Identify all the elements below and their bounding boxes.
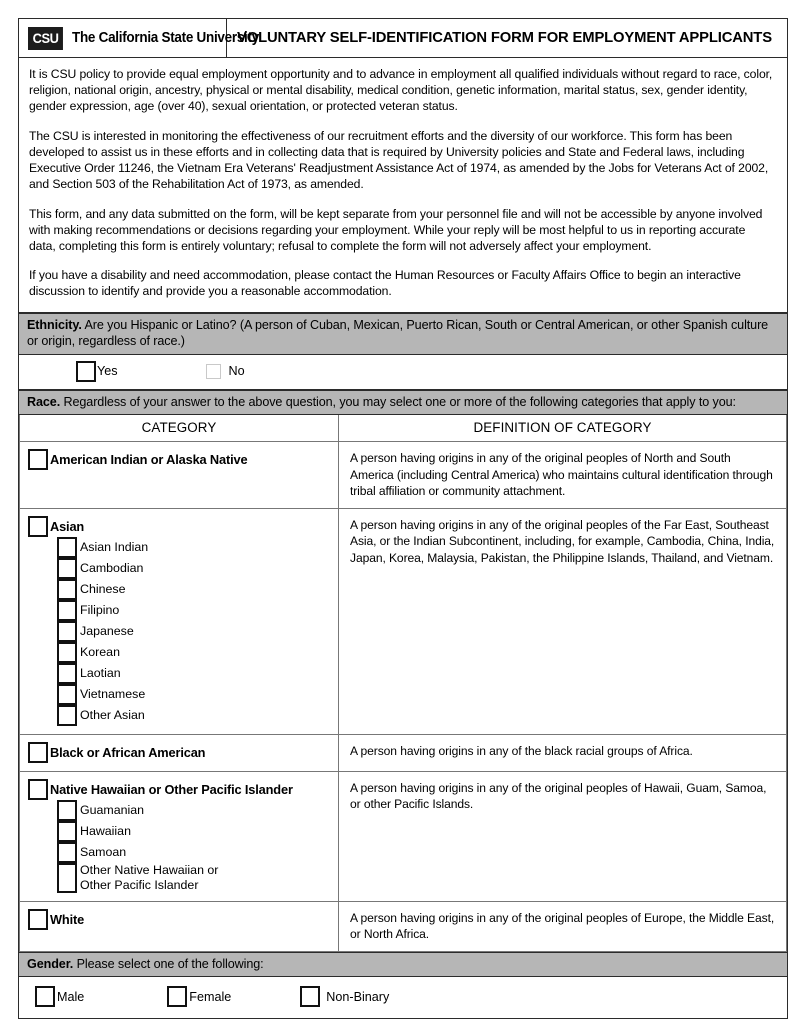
category-option[interactable]: [28, 449, 338, 470]
ethnicity-option-label: Yes: [97, 364, 118, 379]
subcategory-option[interactable]: [57, 537, 338, 558]
checkbox-other-native-hawaiian-or-other-pacific-islander[interactable]: [57, 863, 77, 893]
subcategory-label: Korean: [80, 645, 120, 660]
table-row: [20, 771, 787, 901]
definition-cell: A person having origins in any of the black racial groups of Africa.: [339, 734, 787, 771]
category-label: Black or African American: [50, 744, 206, 760]
subcategory-label: Other Asian: [80, 708, 145, 723]
subcategory-label: Chinese: [80, 582, 126, 597]
subcategory-option[interactable]: [57, 705, 338, 726]
subcategory-label-group: [80, 863, 218, 893]
intro-paragraph: It is CSU policy to provide equal employment opportunity and to advance in employment all qualified individuals without regard to race, color, religion, national origin, ancestry, physical or mental disability, medical condition, genetic information, marital status, sex, gender identity, gender expression, age (over 40), sexual orientation, or protected veteran status.: [29, 67, 773, 114]
subcategory-label: Filipino: [80, 603, 120, 618]
subcategory-label: Samoan: [80, 845, 127, 860]
category-option[interactable]: [28, 742, 338, 763]
brand-name: The California State University: [72, 30, 260, 46]
column-header-definition: DEFINITION OF CATEGORY: [339, 415, 787, 442]
race-heading: Race.: [27, 394, 61, 409]
category-cell: [20, 901, 339, 951]
checkbox-korean[interactable]: [57, 642, 77, 663]
gender-option-non-binary[interactable]: [300, 986, 389, 1007]
form-header: [19, 19, 787, 58]
checkbox-yes[interactable]: [76, 361, 96, 382]
gender-option-label: Non-Binary: [326, 989, 390, 1004]
intro-paragraph: The CSU is interested in monitoring the effectiveness of our recruitment efforts and the diversity of our workforce. This form has been developed to assist us in these efforts and in collecting data that is required by University policies and State and Federal laws, including Executive Order 11246, the Vietnam Era Veterans' Readjustment Assistance Act of 1974, as amended by the Jobs for Veterans Act of 2002, and Section 503 of the Rehabilitation Act of 1973, as amended.: [29, 128, 769, 192]
ethnicity-option-label: No: [228, 364, 245, 379]
subcategory-label-line1: Other Native Hawaiian or: [80, 862, 219, 877]
category-cell: [20, 508, 339, 734]
subcategory-option[interactable]: [57, 821, 338, 842]
subcategory-label: Asian Indian: [80, 540, 149, 555]
category-cell: [20, 734, 339, 771]
page-title: VOLUNTARY SELF-IDENTIFICATION FORM FOR EMPLOYMENT APPLICANTS: [237, 30, 772, 46]
column-header-category: CATEGORY: [20, 415, 339, 442]
race-table: [19, 415, 787, 951]
subcategory-option[interactable]: [57, 800, 338, 821]
intro-section: [19, 58, 787, 313]
subcategory-label: Laotian: [80, 666, 121, 681]
csu-brand: [19, 19, 260, 57]
subcategory-option[interactable]: [57, 863, 338, 893]
race-instructions: Regardless of your answer to the above question, you may select one or more of the following categories that apply to you:: [60, 394, 736, 409]
gender-answers: [19, 977, 787, 1018]
table-row: [20, 508, 787, 734]
category-label: American Indian or Alaska Native: [50, 452, 248, 468]
checkbox-black-or-african-american[interactable]: [28, 742, 48, 763]
ethnicity-answers: [19, 355, 787, 390]
gender-heading: Gender.: [27, 956, 74, 971]
subcategory-label: Cambodian: [80, 561, 144, 576]
definition-cell: A person having origins in any of the original peoples of Hawaii, Guam, Samoa, or other Pacific Islands.: [339, 771, 787, 901]
subcategory-option[interactable]: [57, 558, 338, 579]
native-hawaiian-subcategories: [28, 800, 338, 893]
asian-subcategories: [28, 537, 338, 726]
checkbox-american-indian-or-alaska-native[interactable]: [28, 449, 48, 470]
definition-cell: A person having origins in any of the original peoples of North and South America (including Central America) who maintains cultural identification through tribal affiliation or community attachment.: [339, 442, 787, 508]
table-row: [20, 734, 787, 771]
table-row: [20, 901, 787, 951]
checkbox-asian[interactable]: [28, 516, 48, 537]
checkbox-hawaiian[interactable]: [57, 821, 77, 842]
gender-option-label: Female: [189, 989, 232, 1004]
ethnicity-option-yes[interactable]: [76, 361, 118, 382]
subcategory-option[interactable]: [57, 842, 338, 863]
category-cell: [20, 771, 339, 901]
ethnicity-option-no[interactable]: [206, 364, 245, 379]
intro-paragraph: If you have a disability and need accommodation, please contact the Human Resources or Faculty Affairs Office to begin an interactive discussion to identify and provide you a reasonable accommodation.: [29, 268, 741, 299]
gender-instructions: Please select one of the following:: [73, 956, 264, 971]
category-option[interactable]: [28, 516, 338, 537]
race-banner: [19, 390, 787, 416]
checkbox-guamanian[interactable]: [57, 800, 77, 821]
checkbox-japanese[interactable]: [57, 621, 77, 642]
subcategory-label: Guamanian: [80, 803, 145, 818]
checkbox-female[interactable]: [167, 986, 187, 1007]
category-label: Native Hawaiian or Other Pacific Islander: [50, 781, 293, 797]
definition-cell: A person having origins in any of the original peoples of Europe, the Middle East, or North Africa.: [339, 901, 787, 951]
checkbox-cambodian[interactable]: [57, 558, 77, 579]
subcategory-option[interactable]: [57, 684, 338, 705]
checkbox-samoan[interactable]: [57, 842, 77, 863]
table-row: [20, 442, 787, 508]
category-option[interactable]: [28, 909, 338, 930]
checkbox-native-hawaiian-or-other-pacific-islander[interactable]: [28, 779, 48, 800]
checkbox-asian-indian[interactable]: [57, 537, 77, 558]
subcategory-label: Japanese: [80, 624, 134, 639]
checkbox-other-asian[interactable]: [57, 705, 77, 726]
gender-option-female[interactable]: [167, 986, 231, 1007]
subcategory-option[interactable]: [57, 621, 338, 642]
ethnicity-question: Are you Hispanic or Latino? (A person of Cuban, Mexican, Puerto Rican, South or Central American, or other Spanish culture or origin, regardless of race.): [27, 317, 769, 349]
checkbox-white[interactable]: [28, 909, 48, 930]
intro-paragraph: This form, and any data submitted on the form, will be kept separate from your personnel file and will not be accessible by anyone involved with making recommendations or decisions regarding your employment. While your reply will be most helpful to us in reporting accurate data, completing this form is entirely voluntary; refusal to complete the form will not adversely affect your employment.: [29, 206, 763, 253]
category-label: Asian: [50, 518, 85, 534]
gender-option-male[interactable]: [35, 986, 84, 1007]
category-option[interactable]: [28, 779, 338, 800]
subcategory-option[interactable]: [57, 579, 338, 600]
checkbox-vietnamese[interactable]: [57, 684, 77, 705]
subcategory-label-line2: Other Pacific Islander: [80, 877, 199, 892]
gender-option-label: Male: [57, 989, 85, 1004]
subcategory-option[interactable]: [57, 600, 338, 621]
subcategory-label: Vietnamese: [80, 687, 146, 702]
table-header-row: [20, 415, 787, 442]
subcategory-option[interactable]: [57, 642, 338, 663]
checkbox-male[interactable]: [35, 986, 55, 1007]
checkbox-laotian[interactable]: [57, 663, 77, 684]
checkbox-non-binary[interactable]: [300, 986, 320, 1007]
csu-logo-icon: CSU: [28, 27, 63, 50]
ethnicity-heading: Ethnicity.: [27, 317, 82, 332]
subcategory-option[interactable]: [57, 663, 338, 684]
checkbox-chinese[interactable]: [57, 579, 77, 600]
category-label: White: [50, 911, 85, 927]
category-cell: [20, 442, 339, 508]
subcategory-label: Hawaiian: [80, 824, 131, 839]
definition-cell: A person having origins in any of the original peoples of the Far East, Southeast Asia, or the Indian Subcontinent, including, for example, Cambodia, China, India, Japan, Korea, Malaysia, Pakistan, the Philippine Islands, Thailand, and Vietnam.: [339, 508, 787, 734]
checkbox-filipino[interactable]: [57, 600, 77, 621]
gender-banner: [19, 952, 787, 978]
checkbox-no[interactable]: [206, 364, 221, 379]
form-frame: [18, 18, 788, 1019]
ethnicity-banner: [19, 313, 787, 355]
